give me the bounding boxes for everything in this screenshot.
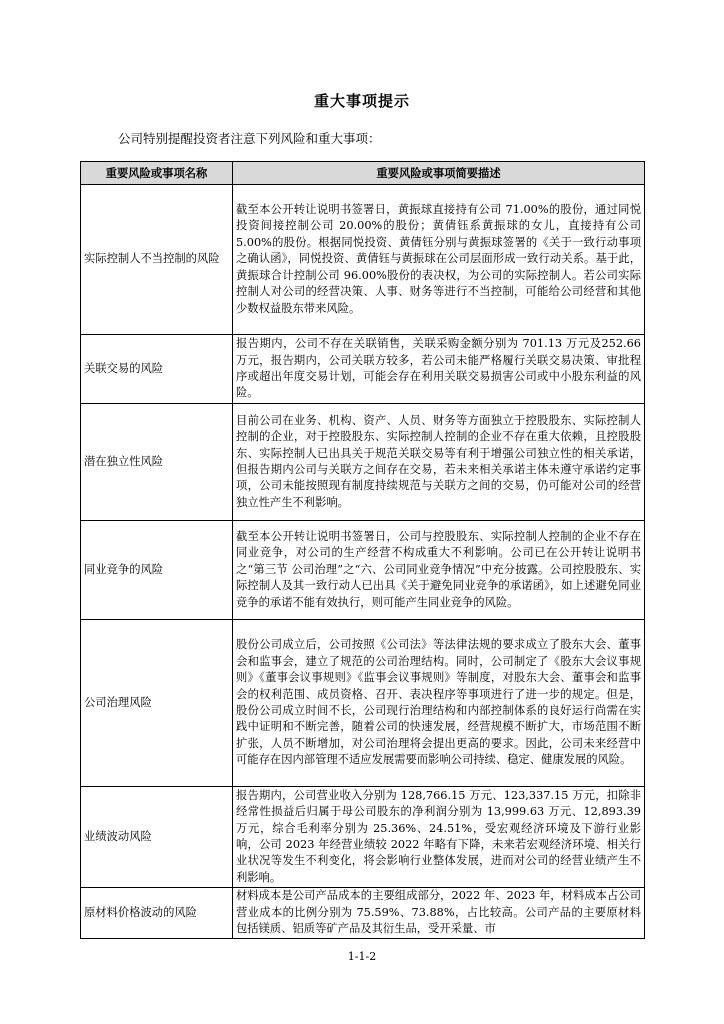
risk-desc: 报告期内，公司不存在关联销售，关联采购金额分别为 701.13 万元及252.66 万元，报告期内，公司关联方较多，若公司未能严格履行关联交易决策、审批程序或超出年度交易计划，可能会存在利用关联交易损害公司或中小股东利益的风险。 xyxy=(233,335,645,404)
risk-name: 潜在独立性风险 xyxy=(81,404,233,521)
risk-name: 原材料价格波动的风险 xyxy=(81,888,233,939)
header-risk-name: 重要风险或事项名称 xyxy=(81,162,233,185)
page-title: 重大事项提示 xyxy=(313,92,410,110)
table-row xyxy=(81,620,645,787)
risk-name: 同业竞争的风险 xyxy=(81,521,233,620)
risk-desc: 目前公司在业务、机构、资产、人员、财务等方面独立于控股股东、实际控制人控制的企业，对于控股股东、实际控制人控制的企业不存在重大依赖，且控股股东、实际控制人已出具关于规范关联交易等有利于增强公司独立性的相关承诺，但报告期内公司与关联方之间存在交易，若未来相关承诺主体未遵守承诺约定事项，公司未能按照现有制度持续规范与关联方之间的交易，仍可能对公司的经营独立性产生不利影响。 xyxy=(233,404,645,521)
table-row xyxy=(81,888,645,939)
risk-name: 公司治理风险 xyxy=(81,620,233,787)
table-row xyxy=(81,335,645,404)
risk-name: 实际控制人不当控制的风险 xyxy=(81,185,233,335)
risk-desc: 截至本公开转让说明书签署日，公司与控股股东、实际控制人控制的企业不存在同业竞争，对公司的生产经营不构成重大不利影响。公司已在公开转让说明书之“第三节 公司治理”之“六、公司同业竞争情况”中充分披露。公司控股股东、实际控制人及其一致行动人已出具《关于避免同业竞争的承诺函》，如上述避免同业竞争的承诺不能有效执行，则可能产生同业竞争的风险。 xyxy=(233,521,645,620)
intro-text: 公司特别提醒投资者注意下列风险和重大事项： xyxy=(118,131,381,146)
risk-name: 业绩波动风险 xyxy=(81,787,233,888)
table-row xyxy=(81,787,645,888)
page-number: 1-1-2 xyxy=(347,950,377,963)
table-row xyxy=(81,404,645,521)
risk-desc: 报告期内，公司营业收入分别为 128,766.15 万元、123,337.15 万元，扣除非经常性损益后归属于母公司股东的净利润分别为 13,999.63 万元、12,893.39 万元，综合毛利率分别为 25.36%、24.51%，受宏观经济环境及下游行业影响，公司 2023 年经营业绩较 2022 年略有下降，未来若宏观经济环境、相关行业状况等发生不利变化，将会影响行业整体发展，进而对公司的经营业绩产生不利影响。 xyxy=(233,787,645,888)
risk-name: 关联交易的风险 xyxy=(81,335,233,404)
risk-desc: 股份公司成立后，公司按照《公司法》等法律法规的要求成立了股东大会、董事会和监事会，建立了规范的公司治理结构。同时，公司制定了《股东大会议事规则》《董事会议事规则》《监事会议事规则》等制度，对股东大会、董事会和监事会的权利范围、成员资格、召开、表决程序等事项进行了进一步的规定。但是，股份公司成立时间不长，公司现行治理结构和内部控制体系的良好运行尚需在实践中证明和不断完善，随着公司的快速发展，经营规模不断扩大，市场范围不断扩张，人员不断增加，对公司治理将会提出更高的要求。因此，公司未来经营中可能存在因内部管理不适应发展需要而影响公司持续、稳定、健康发展的风险。 xyxy=(233,620,645,787)
table-row xyxy=(81,521,645,620)
risk-table xyxy=(80,161,645,939)
table-row xyxy=(81,185,645,335)
risk-desc: 材料成本是公司产品成本的主要组成部分，2022 年、2023 年，材料成本占公司营业成本的比例分别为 75.59%、73.88%，占比较高。公司产品的主要原材料包括镁质、铝质等矿产品及其衍生品，受开采量、市 xyxy=(233,888,645,939)
table-header-row xyxy=(81,162,645,185)
header-risk-desc: 重要风险或事项简要描述 xyxy=(233,162,645,185)
risk-desc: 截至本公开转让说明书签署日，黄振球直接持有公司 71.00%的股份，通过同悦投资间接控制公司 20.00%的股份；黄倩钰系黄振球的女儿，直接持有公司 5.00%的股份。根据同悦投资、黄倩钰分别与黄振球签署的《关于一致行动事项之确认函》，同悦投资、黄倩钰与黄振球在公司层面形成一致行动关系。基于此，黄振球合计控制公司 96.00%股份的表决权，为公司的实际控制人。若公司实际控制人对公司的经营决策、人事、财务等进行不当控制，可能给公司经营和其他少数权益股东带来风险。 xyxy=(233,185,645,335)
